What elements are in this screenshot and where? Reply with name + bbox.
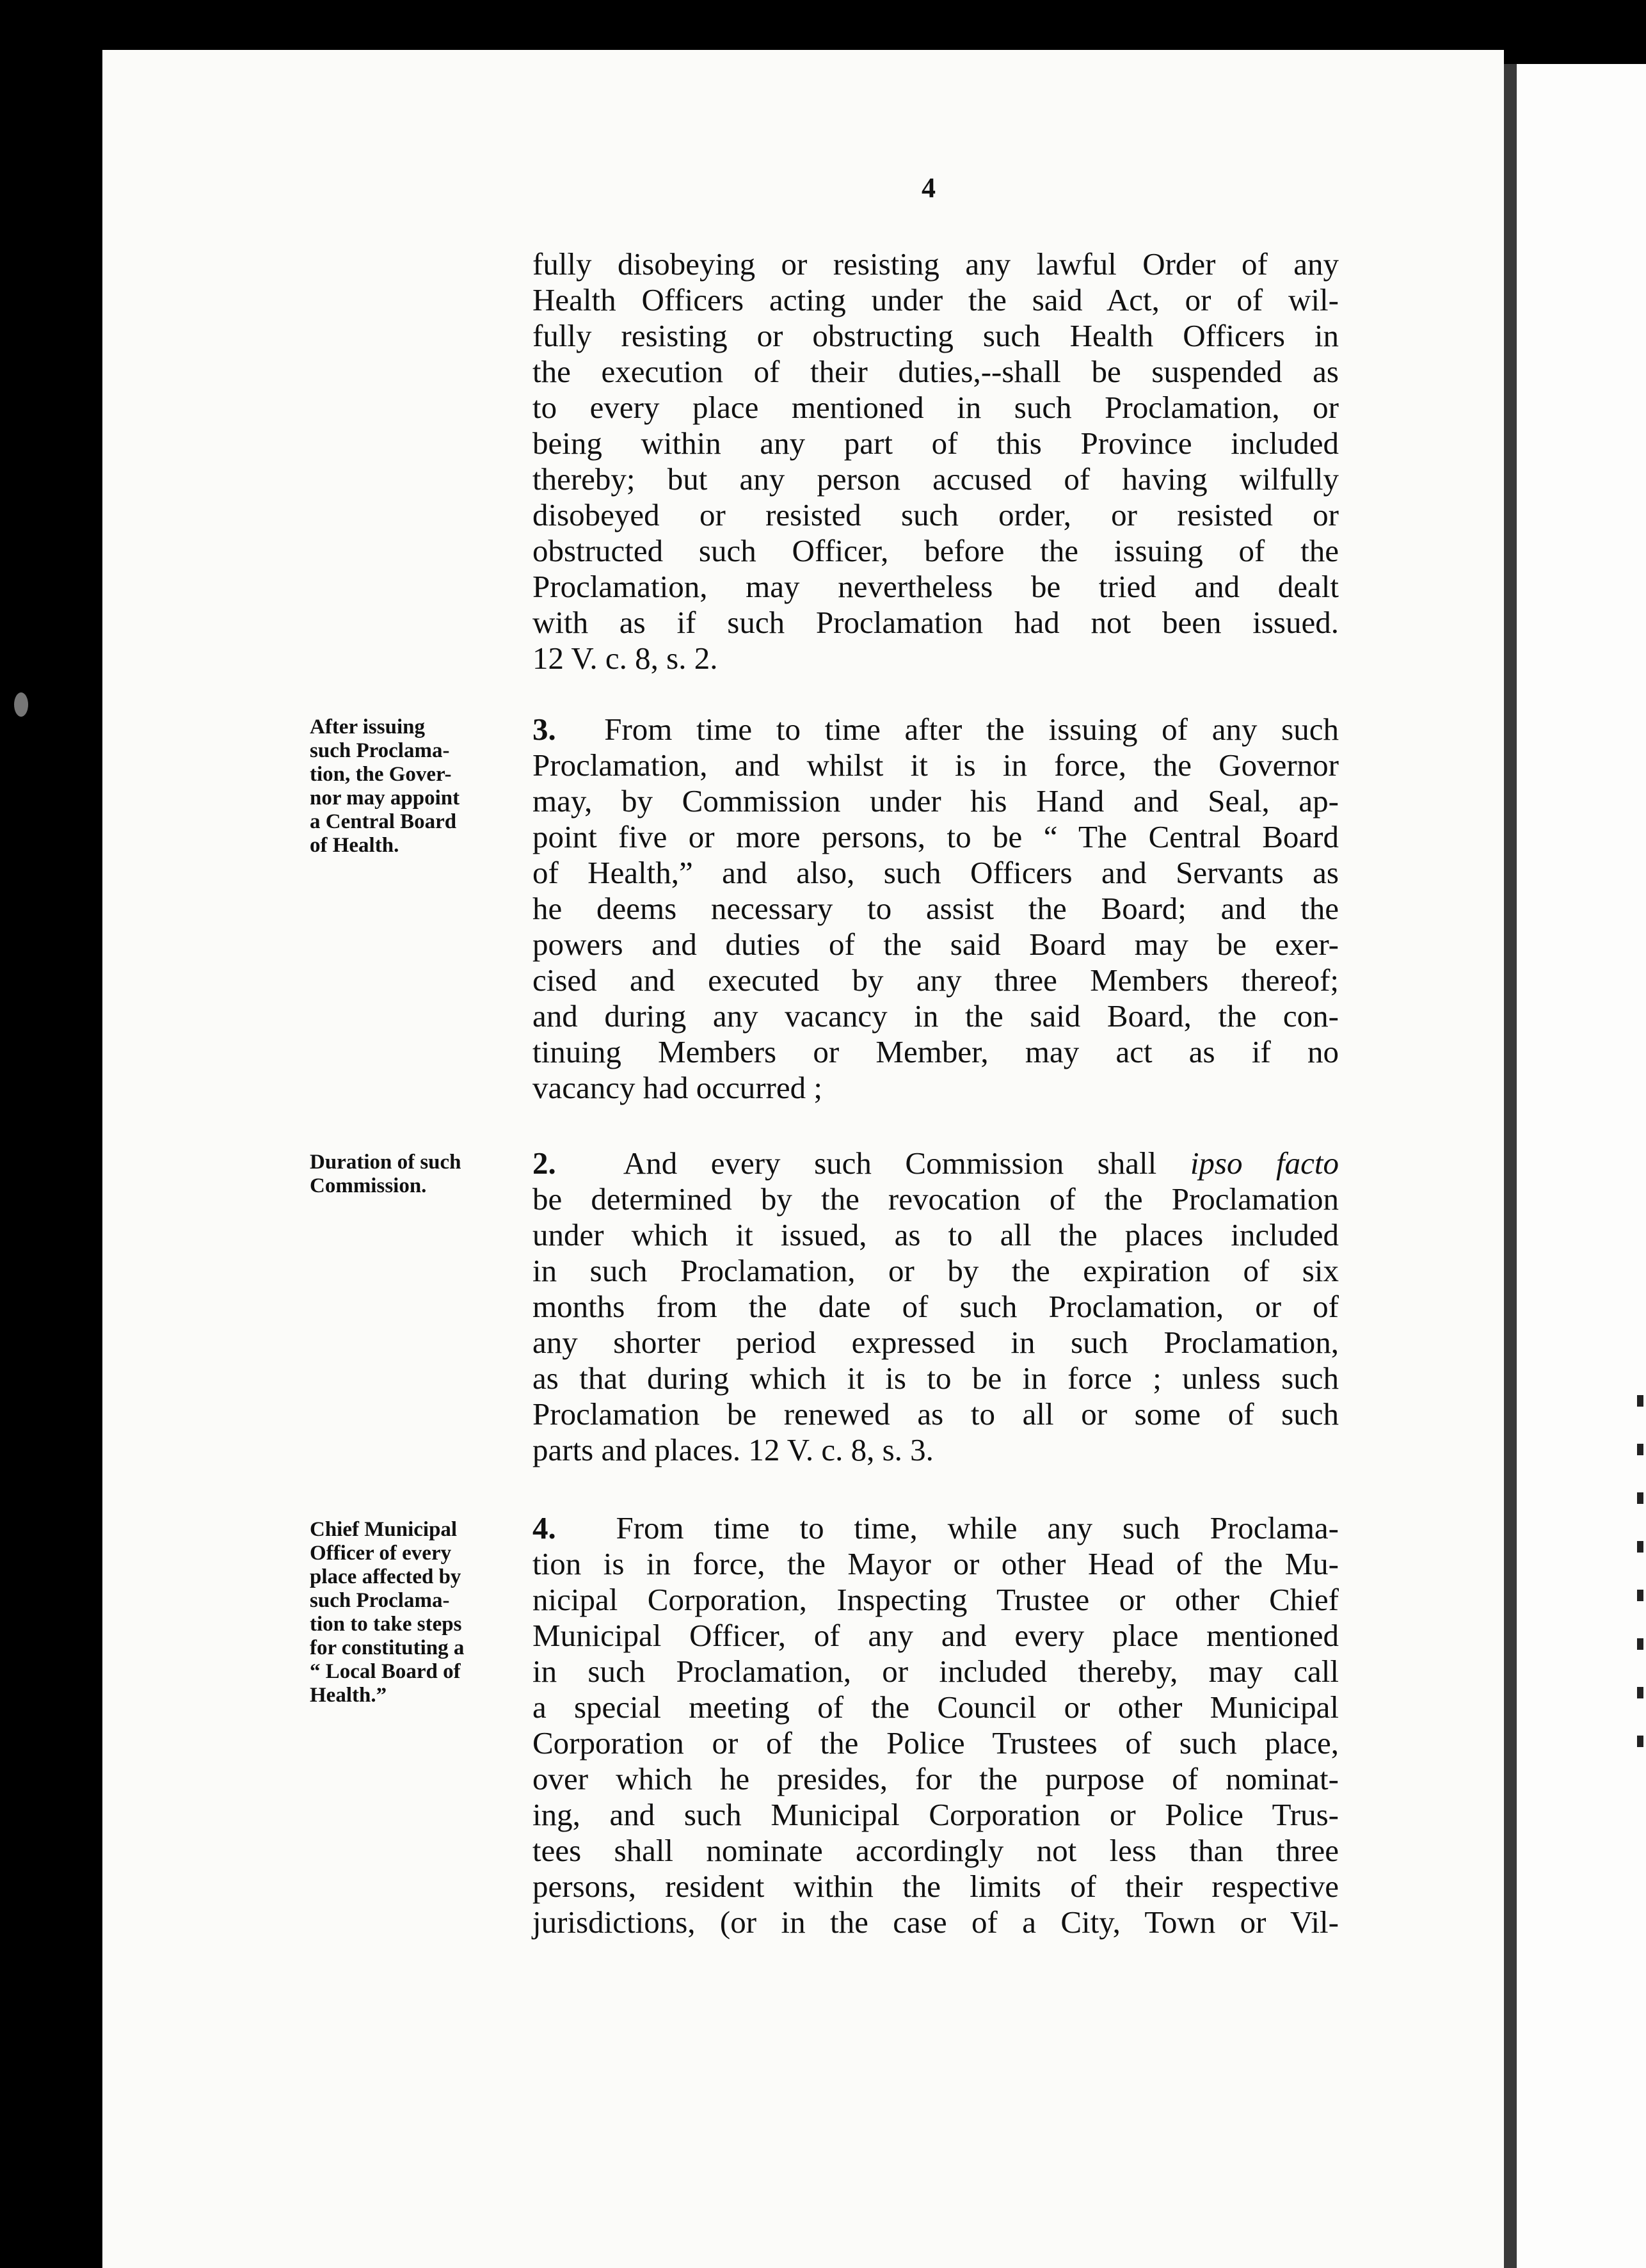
section-number: 4. [532, 1510, 556, 1545]
italic-phrase: ipso facto [1190, 1146, 1339, 1181]
text-line: From time to time, while any such Proclama- [616, 1510, 1339, 1545]
section-first-line [532, 712, 1339, 747]
marginal-line: After issuing [310, 715, 425, 739]
text-line: the execution of their duties,--shall be suspended as [532, 354, 1339, 389]
text-line: powers and duties of the said Board may be exer- [532, 927, 1339, 962]
text-line: in such Proclamation, or included thereby, may call [532, 1654, 1339, 1689]
text-line: From time to time after the issuing of any such [604, 712, 1339, 747]
marginal-line: Health.” [310, 1684, 387, 1707]
text-line: Proclamation, may nevertheless be tried and dealt [532, 569, 1339, 604]
text-line: a special meeting of the Council or other Municipal [532, 1689, 1339, 1725]
text-line: tion is in force, the Mayor or other Head of the Mu- [532, 1546, 1339, 1581]
text-line: tees shall nominate accordingly not less than three [532, 1833, 1339, 1868]
text-line: cised and executed by any three Members thereof; [532, 962, 1339, 998]
marginal-line: for constituting a [310, 1636, 465, 1659]
text-line: tinuing Members or Member, may act as if no [532, 1034, 1339, 1069]
text-line: and during any vacancy in the said Board, the con- [532, 998, 1339, 1034]
text-line: point five or more persons, to be “ The Central Board [532, 819, 1339, 854]
text-line: fully disobeying or resisting any lawful Order of any [532, 246, 1339, 282]
text-line: under which it issued, as to all the places included [532, 1217, 1339, 1252]
text-line: Corporation or of the Police Trustees of such place, [532, 1725, 1339, 1761]
text-line: months from the date of such Proclamation, or of [532, 1289, 1339, 1324]
marginal-line: Officer of every [310, 1542, 452, 1565]
text-line: over which he presides, for the purpose of nominat- [532, 1761, 1339, 1796]
text-line: disobeyed or resisted such order, or resisted or [532, 497, 1339, 532]
text-line: vacancy had occurred ; [532, 1070, 822, 1105]
text-line: he deems necessary to assist the Board; and the [532, 891, 1339, 926]
marginal-line: place affected by [310, 1565, 461, 1588]
marginal-line: Duration of such [310, 1151, 461, 1174]
marginal-note-central-board [310, 715, 521, 858]
text-line: be determined by the revocation of the Proclamation [532, 1181, 1339, 1217]
text-line: being within any part of this Province included [532, 426, 1339, 461]
text-line: with as if such Proclamation had not been issued. [532, 605, 1339, 640]
text-line: fully resisting or obstructing such Health Officers in [532, 318, 1339, 353]
marginal-line: such Proclama- [310, 1589, 450, 1612]
scan-blot [14, 692, 28, 717]
marginal-line: a Central Board [310, 810, 457, 833]
text-line: thereby; but any person accused of having wilfully [532, 461, 1339, 497]
continuation-paragraph [532, 246, 1339, 676]
text-line: Municipal Officer, of any and every place mentioned [532, 1618, 1339, 1653]
adjacent-page-text-fragments [1637, 1395, 1646, 1784]
marginal-line: tion to take steps [310, 1613, 462, 1636]
text-line: parts and places. 12 V. c. 8, s. 3. [532, 1432, 934, 1467]
marginal-line: tion, the Gover- [310, 763, 452, 786]
text-line: jurisdictions, (or in the case of a City, Town or Vil- [532, 1905, 1339, 1940]
text-line: as that during which it is to be in force ; unless such [532, 1361, 1339, 1396]
text-line: obstructed such Officer, before the issuing of the [532, 533, 1339, 568]
section-number: 3. [532, 712, 556, 747]
marginal-line: of Health. [310, 834, 399, 857]
marginal-line: Commission. [310, 1174, 427, 1197]
marginal-line: Chief Municipal [310, 1518, 458, 1541]
text-line: in such Proclamation, or by the expiration of six [532, 1253, 1339, 1288]
text-line: 12 V. c. 8, s. 2. [532, 641, 718, 676]
marginal-line: nor may appoint [310, 787, 460, 810]
text-line: And every such Commission shall [623, 1146, 1157, 1181]
marginal-note-local-board [310, 1518, 521, 1707]
section-4 [532, 1510, 1339, 1940]
text-line: Proclamation be renewed as to all or some of such [532, 1396, 1339, 1432]
marginal-line: such Proclama- [310, 739, 450, 762]
text-line: ing, and such Municipal Corporation or Police Trus- [532, 1797, 1339, 1832]
text-line: persons, resident within the limits of their respective [532, 1869, 1339, 1904]
text-line: Health Officers acting under the said Act, or of wil- [532, 282, 1339, 317]
marginal-note-duration [310, 1151, 521, 1198]
page-number: 4 [922, 172, 936, 204]
text-line: nicipal Corporation, Inspecting Trustee or other Chief [532, 1582, 1339, 1617]
text-line: of Health,” and also, such Officers and Servants as [532, 855, 1339, 890]
section-first-line [532, 1146, 1339, 1181]
section-3 [532, 712, 1339, 1106]
text-line: any shorter period expressed in such Proclamation, [532, 1325, 1339, 1360]
section-3-subsection-2 [532, 1146, 1339, 1468]
section-number: 2. [532, 1146, 556, 1181]
marginal-line: “ Local Board of [310, 1660, 461, 1683]
text-line: Proclamation, and whilst it is in force, the Governor [532, 747, 1339, 783]
text-line: to every place mentioned in such Proclamation, or [532, 390, 1339, 425]
adjacent-page [1517, 64, 1646, 2268]
text-line: may, by Commission under his Hand and Seal, ap- [532, 783, 1339, 819]
section-first-line [532, 1510, 1339, 1546]
